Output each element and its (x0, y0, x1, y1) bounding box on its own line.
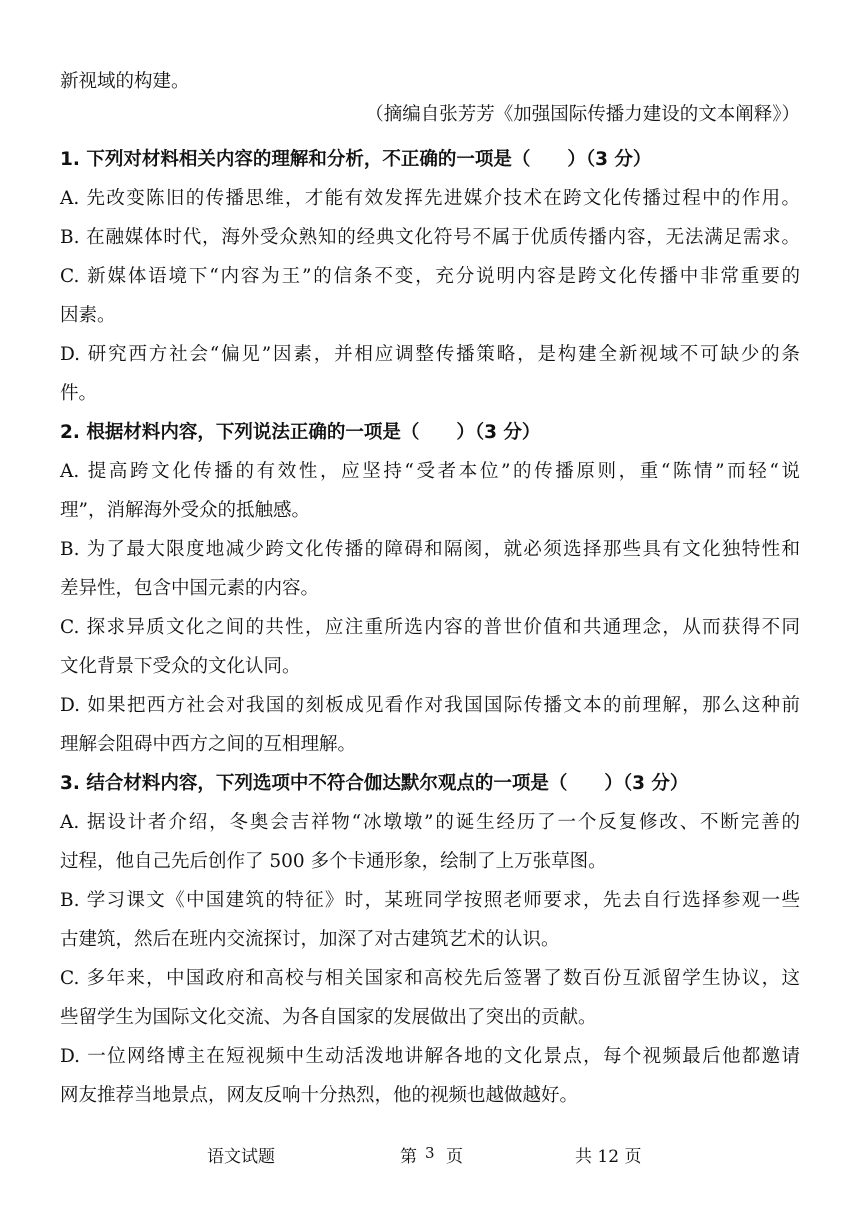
q2-option-b-line1: B. 为了最大限度地减少跨文化传播的障碍和隔阂，就必须选择那些具有文化独特性和 (60, 539, 800, 560)
q3-option-a-line1: A. 据设计者介绍，冬奥会吉祥物“冰墩墩”的诞生经历了一个反复修改、不断完善的 (60, 812, 800, 833)
q1-option-d-line2: 件。 (60, 383, 98, 404)
q2-option-a-line1: A. 提高跨文化传播的有效性，应坚持“受者本位”的传播原则，重“陈情”而轻“说 (60, 461, 800, 482)
question-3-stem: 3. 结合材料内容，下列选项中不符合伽达默尔观点的一项是（ ）（3 分） (60, 773, 689, 794)
intro-tail-text: 新视域的构建。 (60, 71, 190, 92)
question-2-stem: 2. 根据材料内容，下列说法正确的一项是（ ）（3 分） (60, 422, 541, 443)
q2-option-d-line1: D. 如果把西方社会对我国的刻板成见看作对我国国际传播文本的前理解，那么这种前 (60, 695, 800, 716)
footer-page-prefix: 第 (400, 1147, 417, 1167)
q2-option-b-line2: 差异性，包含中国元素的内容。 (60, 578, 320, 599)
footer-subject: 语文试题 (207, 1147, 275, 1167)
q1-option-d-line1: D. 研究西方社会“偏见”因素，并相应调整传播策略，是构建全新视域不可缺少的条 (60, 344, 800, 365)
q3-option-d-line2: 网友推荐当地景点，网友反响十分热烈，他的视频也越做越好。 (60, 1085, 579, 1106)
q3-option-a-line2: 过程，他自己先后创作了 500 多个卡通形象，绘制了上万张草图。 (60, 851, 607, 872)
q1-option-c-line2: 因素。 (60, 305, 116, 326)
q1-option-b: B. 在融媒体时代，海外受众熟知的经典文化符号不属于优质传播内容，无法满足需求。 (60, 227, 800, 248)
q2-option-d-line2: 理解会阻碍中西方之间的互相理解。 (60, 734, 357, 755)
q2-option-c-line2: 文化背景下受众的文化认同。 (60, 656, 301, 677)
source-citation: （摘编自张芳芳《加强国际传播力建设的文本阐释》） (365, 104, 800, 125)
q3-option-c-line1: C. 多年来，中国政府和高校与相关国家和高校先后签署了数百份互派留学生协议，这 (60, 968, 800, 989)
q3-option-d-line1: D. 一位网络博主在短视频中生动活泼地讲解各地的文化景点，每个视频最后他都邀请 (60, 1046, 800, 1067)
footer-page-number: 3 (425, 1144, 435, 1162)
q3-option-c-line2: 些留学生为国际文化交流、为各自国家的发展做出了突出的贡献。 (60, 1007, 597, 1028)
q3-option-b-line2: 古建筑，然后在班内交流探讨，加深了对古建筑艺术的认识。 (60, 929, 560, 950)
q1-option-c-line1: C. 新媒体语境下“内容为王”的信条不变，充分说明内容是跨文化传播中非常重要的 (60, 266, 800, 287)
q2-option-c-line1: C. 探求异质文化之间的共性，应注重所选内容的普世价值和共通理念，从而获得不同 (60, 617, 800, 638)
q1-option-a: A. 先改变陈旧的传播思维，才能有效发挥先进媒介技术在跨文化传播过程中的作用。 (60, 188, 800, 209)
q2-option-a-line2: 理”，消解海外受众的抵触感。 (60, 500, 310, 521)
question-1-stem: 1. 下列对材料相关内容的理解和分析，不正确的一项是（ ）（3 分） (60, 149, 652, 170)
footer-page-suffix: 页 (446, 1147, 463, 1167)
footer-total-pages: 共 12 页 (575, 1147, 642, 1167)
q3-option-b-line1: B. 学习课文《中国建筑的特征》时，某班同学按照老师要求，先去自行选择参观一些 (60, 890, 800, 911)
